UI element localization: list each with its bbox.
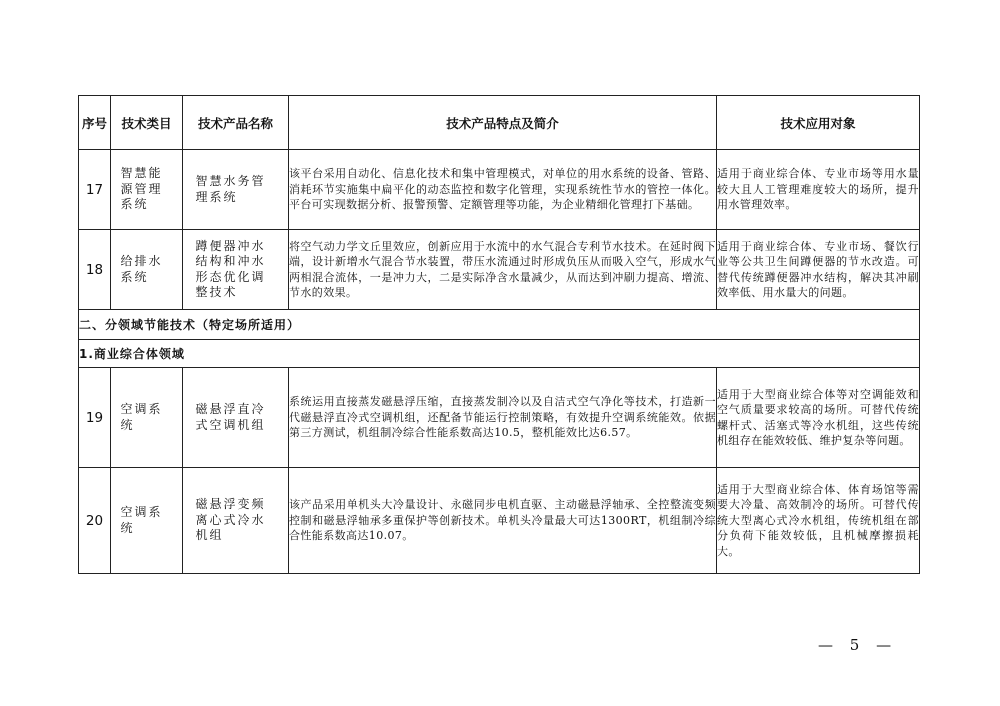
row-category xyxy=(111,468,183,574)
row-category xyxy=(111,368,183,468)
page-number: — 5 — xyxy=(818,636,898,654)
row-target: 适用于商业综合体、专业市场等用水量较大且人工管理难度较大的场所，提升用水管理效率。 xyxy=(717,150,920,230)
table-row xyxy=(79,468,920,574)
row-target: 适用于商业综合体、专业市场、餐饮行业等公共卫生间蹲便器的节水改造。可替代传统蹲便器冲水结构，解决其冲刷效率低、用水量大的问题。 xyxy=(717,230,920,310)
row-number: 17 xyxy=(79,150,111,230)
row-description: 该平台采用自动化、信息化技术和集中管理模式，对单位的用水系统的设备、管路、消耗环节实施集中扁平化的动态监控和数字化管理，实现系统性节水的管控一体化。平台可实现数据分析、报警预警、定额管理等功能，为企业精细化管理打下基础。 xyxy=(289,150,717,230)
row-category xyxy=(111,150,183,230)
row-product xyxy=(183,150,289,230)
row-product xyxy=(183,468,289,574)
row-product-text: 磁悬浮变频离心式冷水机组 xyxy=(195,497,266,543)
table-row xyxy=(79,368,920,468)
row-target: 适用于大型商业综合体等对空调能效和空气质量要求较高的场所。可替代传统螺杆式、活塞式等冷水机组，这些传统机组存在能效较低、维护复杂等问题。 xyxy=(717,368,920,468)
table-row xyxy=(79,150,920,230)
row-category xyxy=(111,230,183,310)
subsection-title: 1.商业综合体领域 xyxy=(79,340,920,368)
row-category-text: 空调系统 xyxy=(120,505,163,535)
row-product-text: 蹲便器冲水结构和冲水形态优化调整技术 xyxy=(195,238,266,299)
row-description: 将空气动力学文丘里效应，创新应用于水流中的水气混合专利节水技术。在延时阀下端，设计新增水气混合节水装置，带压水流通过时形成负压从而吸入空气，形成水气两相混合流体，一是冲力大，二是实际净含水量减少，从而达到冲刷力提高、增流、节水的效果。 xyxy=(289,230,717,310)
section-title: 二、分领域节能技术（特定场所适用） xyxy=(79,310,920,340)
header-description: 技术产品特点及简介 xyxy=(289,96,717,150)
tech-table xyxy=(78,95,920,574)
row-description: 该产品采用单机头大冷量设计、永磁同步电机直驱、主动磁悬浮轴承、全控整流变频控制和磁悬浮轴承多重保护等创新技术。单机头冷量最大可达1300RT，机组制冷综合性能系数高达10.07。 xyxy=(289,468,717,574)
table-row xyxy=(79,230,920,310)
header-no: 序号 xyxy=(79,96,111,150)
row-category-text: 智慧能源管理系统 xyxy=(120,166,163,212)
row-description: 系统运用直接蒸发磁悬浮压缩，直接蒸发制冷以及自洁式空气净化等技术，打造新一代磁悬浮直冷式空调机组，还配备节能运行控制策略，有效提升空调系统能效。依据第三方测试，机组制冷综合性能系数高达10.5，整机能效比达6.57。 xyxy=(289,368,717,468)
row-number: 19 xyxy=(79,368,111,468)
subsection-row xyxy=(79,340,920,368)
header-category: 技术类目 xyxy=(111,96,183,150)
row-product-text: 智慧水务管理系统 xyxy=(195,174,266,204)
section-row xyxy=(79,310,920,340)
row-category-text: 空调系统 xyxy=(120,402,163,432)
row-product xyxy=(183,368,289,468)
row-number: 18 xyxy=(79,230,111,310)
row-product-text: 磁悬浮直冷式空调机组 xyxy=(195,402,266,432)
row-target: 适用于大型商业综合体、体育场馆等需要大冷量、高效制冷的场所。可替代传统大型离心式冷水机组，传统机组在部分负荷下能效较低，且机械摩擦损耗大。 xyxy=(717,468,920,574)
row-category-text: 给排水系统 xyxy=(120,254,163,284)
header-target: 技术应用对象 xyxy=(717,96,920,150)
row-number: 20 xyxy=(79,468,111,574)
header-product: 技术产品名称 xyxy=(183,96,289,150)
row-product xyxy=(183,230,289,310)
table-header-row xyxy=(79,96,920,150)
